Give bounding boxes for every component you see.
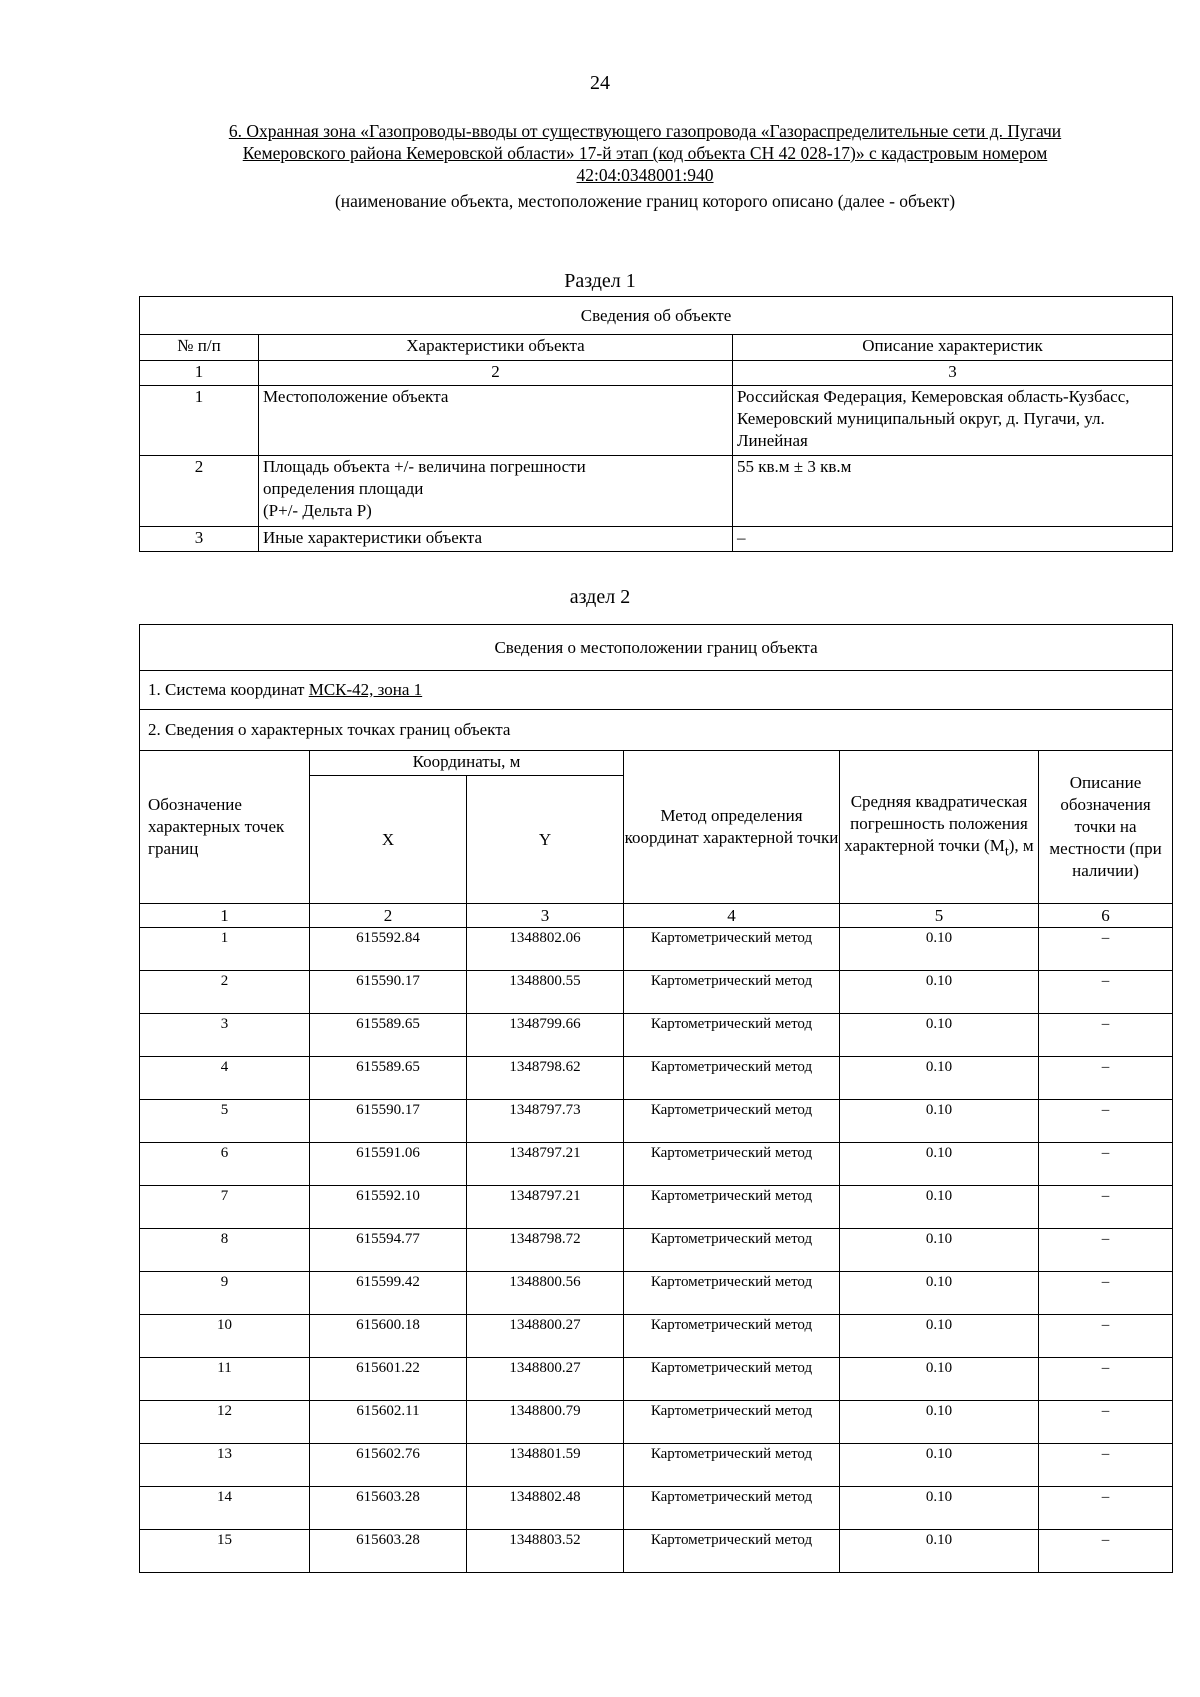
coord-y: 1348800.27 (467, 1315, 624, 1358)
point-id: 11 (140, 1358, 310, 1401)
coord-x: 615592.10 (310, 1186, 467, 1229)
col-number-1: 1 (140, 904, 310, 928)
header-point-description: Описание обозначения точки на местности (при наличии) (1039, 751, 1173, 904)
row-2-description: 55 кв.м ± 3 кв.м (733, 456, 1173, 527)
method: Картометрический метод (624, 1487, 840, 1530)
row-1-number: 1 (140, 386, 259, 456)
point-description: – (1039, 1100, 1173, 1143)
section-2-title: аздел 2 (569, 586, 631, 608)
mean-error: 0.10 (840, 971, 1039, 1014)
point-id: 4 (140, 1057, 310, 1100)
mean-error: 0.10 (840, 1444, 1039, 1487)
table-row (140, 1057, 1173, 1100)
col-number-2: 2 (259, 361, 733, 386)
header-mean-error-text: Средняя квадратическая погрешность положения характерной точки (M (844, 792, 1028, 856)
row-3-description: – (733, 527, 1173, 552)
point-id: 1 (140, 928, 310, 971)
coord-y: 1348797.21 (467, 1143, 624, 1186)
table-row (140, 1143, 1173, 1186)
mean-error: 0.10 (840, 1272, 1039, 1315)
coord-x: 615592.84 (310, 928, 467, 971)
table-row (140, 1487, 1173, 1530)
point-description: – (1039, 1487, 1173, 1530)
coord-x: 615590.17 (310, 971, 467, 1014)
header-mean-error-sub: t (1004, 843, 1009, 860)
mean-error: 0.10 (840, 928, 1039, 971)
coord-y: 1348800.79 (467, 1401, 624, 1444)
mean-error: 0.10 (840, 1100, 1039, 1143)
coord-system-value: МСК-42, зона 1 (308, 680, 423, 699)
heading-caption: (наименование объекта, местоположение границ которого описано (далее - объект) (334, 191, 956, 211)
heading-prefix: 6. (228, 121, 247, 141)
point-id: 10 (140, 1315, 310, 1358)
method: Картометрический метод (624, 1401, 840, 1444)
mean-error: 0.10 (840, 1358, 1039, 1401)
header-characteristics: Характеристики объекта (259, 335, 733, 361)
point-id: 7 (140, 1186, 310, 1229)
table-row (140, 1272, 1173, 1315)
col-number-4: 4 (624, 904, 840, 928)
header-coordinates: Координаты, м (310, 751, 624, 776)
coord-x: 615600.18 (310, 1315, 467, 1358)
coord-y: 1348800.55 (467, 971, 624, 1014)
coord-x: 615589.65 (310, 1014, 467, 1057)
mean-error: 0.10 (840, 1014, 1039, 1057)
coord-y: 1348800.27 (467, 1358, 624, 1401)
point-id: 2 (140, 971, 310, 1014)
coord-x: 615589.65 (310, 1057, 467, 1100)
method: Картометрический метод (624, 1143, 840, 1186)
mean-error: 0.10 (840, 1487, 1039, 1530)
point-id: 8 (140, 1229, 310, 1272)
table-row (140, 1229, 1173, 1272)
method: Картометрический метод (624, 1272, 840, 1315)
object-heading (150, 120, 1140, 186)
coord-system-label: 1. Система координат (148, 680, 309, 699)
point-description: – (1039, 1057, 1173, 1100)
boundary-table-title: Сведения о местоположении границ объекта (140, 625, 1173, 671)
coord-x: 615602.11 (310, 1401, 467, 1444)
point-description: – (1039, 1186, 1173, 1229)
heading-line-1: Охранная зона «Газопроводы-вводы от существующего газопровода «Газораспределительные сети д. Пугачи (246, 121, 1062, 141)
method: Картометрический метод (624, 1229, 840, 1272)
coord-y: 1348802.48 (467, 1487, 624, 1530)
point-description: – (1039, 1530, 1173, 1573)
method: Картометрический метод (624, 1014, 840, 1057)
table-row (140, 1401, 1173, 1444)
point-description: – (1039, 1444, 1173, 1487)
method: Картометрический метод (624, 1100, 840, 1143)
row-2-name (259, 456, 733, 527)
header-number: № п/п (140, 335, 259, 361)
coord-y: 1348798.72 (467, 1229, 624, 1272)
method: Картометрический метод (624, 1444, 840, 1487)
table-row (140, 1530, 1173, 1573)
points-caption: 2. Сведения о характерных точках границ объекта (140, 710, 1173, 751)
mean-error: 0.10 (840, 1401, 1039, 1444)
point-description: – (1039, 1315, 1173, 1358)
row-2-name-line-2: определения площади (263, 479, 424, 498)
mean-error: 0.10 (840, 1530, 1039, 1573)
header-method: Метод определения координат характерной точки (624, 751, 840, 904)
mean-error: 0.10 (840, 1186, 1039, 1229)
table-row (140, 1444, 1173, 1487)
col-number-3: 3 (467, 904, 624, 928)
coord-y: 1348799.66 (467, 1014, 624, 1057)
mean-error: 0.10 (840, 1315, 1039, 1358)
method: Картометрический метод (624, 1057, 840, 1100)
coord-y: 1348797.73 (467, 1100, 624, 1143)
coord-x: 615591.06 (310, 1143, 467, 1186)
point-description: – (1039, 1143, 1173, 1186)
coord-x: 615603.28 (310, 1487, 467, 1530)
mean-error: 0.10 (840, 1143, 1039, 1186)
point-description: – (1039, 971, 1173, 1014)
coord-x: 615599.42 (310, 1272, 467, 1315)
header-x: X (310, 776, 467, 904)
point-id: 15 (140, 1530, 310, 1573)
coord-system-row (140, 671, 1173, 710)
table-row (140, 1014, 1173, 1057)
coord-x: 615594.77 (310, 1229, 467, 1272)
col-number-5: 5 (840, 904, 1039, 928)
header-y: Y (467, 776, 624, 904)
section-1-title: Раздел 1 (564, 270, 636, 292)
point-id: 13 (140, 1444, 310, 1487)
boundary-points-table (139, 624, 1173, 1573)
table-row (140, 1100, 1173, 1143)
method: Картометрический метод (624, 1358, 840, 1401)
table-row (140, 1358, 1173, 1401)
coord-y: 1348800.56 (467, 1272, 624, 1315)
heading-line-3: 42:04:0348001:940 (576, 165, 714, 185)
point-id: 6 (140, 1143, 310, 1186)
coord-x: 615603.28 (310, 1530, 467, 1573)
row-3-name: Иные характеристики объекта (259, 527, 733, 552)
table-row (140, 1186, 1173, 1229)
page-number: 24 (590, 72, 610, 94)
method: Картометрический метод (624, 971, 840, 1014)
row-2-name-line-3: (Р+/- Дельта Р) (263, 501, 372, 520)
point-id: 12 (140, 1401, 310, 1444)
coord-x: 615601.22 (310, 1358, 467, 1401)
point-id: 9 (140, 1272, 310, 1315)
col-number-3: 3 (733, 361, 1173, 386)
header-mean-error-tail: ), м (1008, 836, 1034, 856)
row-2-number: 2 (140, 456, 259, 527)
coord-y: 1348798.62 (467, 1057, 624, 1100)
point-description: – (1039, 1014, 1173, 1057)
table-row (140, 928, 1173, 971)
coord-y: 1348802.06 (467, 928, 624, 971)
mean-error: 0.10 (840, 1229, 1039, 1272)
method: Картометрический метод (624, 1530, 840, 1573)
coord-y: 1348803.52 (467, 1530, 624, 1573)
point-id: 3 (140, 1014, 310, 1057)
point-description: – (1039, 1272, 1173, 1315)
col-number-1: 1 (140, 361, 259, 386)
header-description: Описание характеристик (733, 335, 1173, 361)
row-1-name: Местоположение объекта (259, 386, 733, 456)
mean-error: 0.10 (840, 1057, 1039, 1100)
row-3-number: 3 (140, 527, 259, 552)
method: Картометрический метод (624, 928, 840, 971)
row-1-description: Российская Федерация, Кемеровская область-Кузбасс, Кемеровский муниципальный округ, д. Пугачи, ул. Линейная (733, 386, 1173, 456)
object-info-table-title: Сведения об объекте (140, 297, 1173, 335)
table-row (140, 1315, 1173, 1358)
point-description: – (1039, 1358, 1173, 1401)
method: Картометрический метод (624, 1186, 840, 1229)
coord-x: 615602.76 (310, 1444, 467, 1487)
point-rows (140, 928, 1173, 1573)
table-row (140, 971, 1173, 1014)
header-mean-error (840, 751, 1039, 904)
row-2-name-line-1: Площадь объекта +/- величина погрешности (263, 457, 586, 476)
col-number-6: 6 (1039, 904, 1173, 928)
object-info-table (139, 296, 1173, 552)
point-description: – (1039, 1229, 1173, 1272)
coord-y: 1348797.21 (467, 1186, 624, 1229)
point-id: 5 (140, 1100, 310, 1143)
point-id: 14 (140, 1487, 310, 1530)
header-point-designation: Обозначение характерных точек границ (140, 751, 310, 904)
heading-line-2: Кемеровского района Кемеровской области» 17-й этап (код объекта СН 42 028-17)» с кадастровым номером (242, 143, 1048, 163)
col-number-2: 2 (310, 904, 467, 928)
point-description: – (1039, 1401, 1173, 1444)
coord-x: 615590.17 (310, 1100, 467, 1143)
method: Картометрический метод (624, 1315, 840, 1358)
point-description: – (1039, 928, 1173, 971)
coord-y: 1348801.59 (467, 1444, 624, 1487)
